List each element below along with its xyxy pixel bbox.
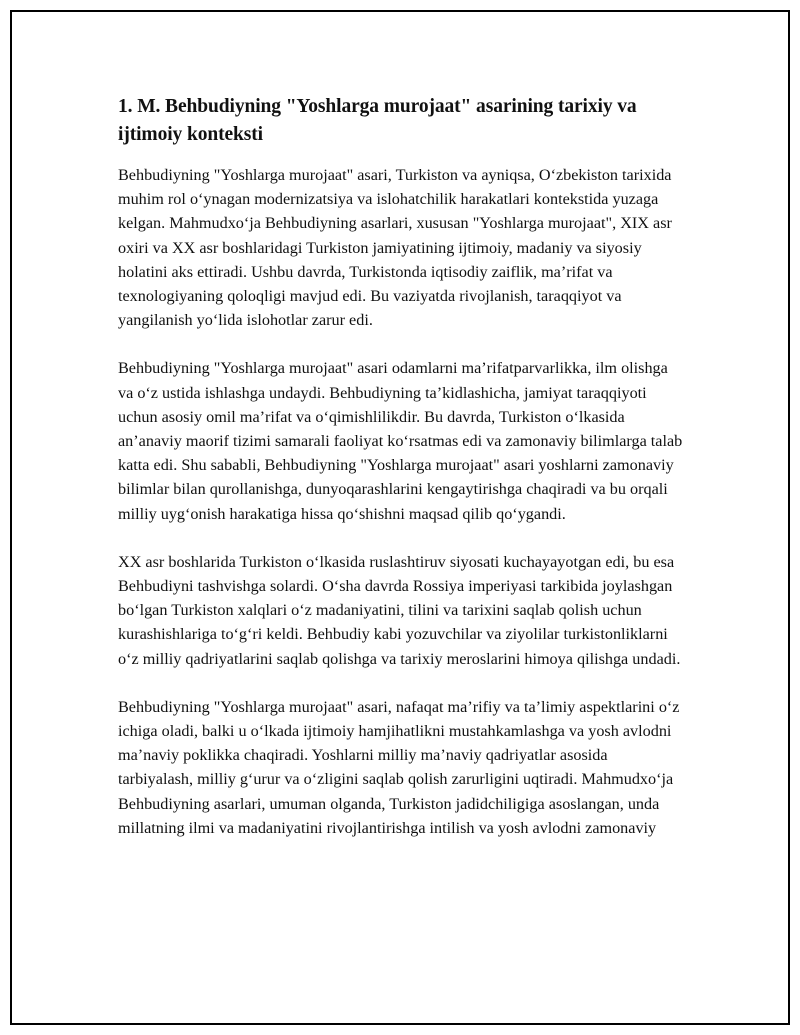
paragraph-4: Behbudiyning "Yoshlarga murojaat" asari, nafaqat ma’rifiy va ta’limiy aspektlarini o‘z ichiga oladi, balki u o‘lkada ijtimoiy hamjihatlikni mustahkamlashga va yosh avlodni ma’naviy poklikka chaqiradi. Yoshlarni milliy ma’naviy qadriyatlar asosida tarbiyalash, milliy g‘urur va o‘zligini saqlab qolish zarurligini uqtiradi. Mahmudxo‘ja Behbudiyning asarlari, umuman olganda, Turkiston jadidchiligiga asoslangan, unda millatning ilmi va madaniyatini rivojlantirishga intilish va yosh avlodni zamonaviy (118, 697, 680, 837)
section-heading: 1. M. Behbudiyning "Yoshlarga murojaat" asarining tarixiy va ijtimoiy konteksti (118, 96, 637, 145)
document-body (118, 93, 684, 864)
paragraph-2: Behbudiyning "Yoshlarga murojaat" asari odamlarni ma’rifatparvarlikka, ilm olishga va o‘z ustida ishlashga undaydi. Behbudiyning ta’kidlashicha, jamiyat taraqqiyoti uchun asosiy omil ma’rifat va o‘qimishlilikdir. Bu davrda, Turkiston o‘lkasida an’anaviy maorif tizimi samarali faoliyat ko‘rsatmas edi va zamonaviy bilimlarga talab katta edi. Shu sababli, Behbudiyning "Yoshlarga murojaat" asari yoshlarni zamonaviy bilimlar bilan qurollanishga, dunyoqarashlarini kengaytirishga chaqiradi va bu orqali milliy uyg‘onish harakatiga hissa qo‘shishni maqsad qilib qo‘ygandi. (118, 359, 683, 523)
paragraph-3: XX asr boshlarida Turkiston o‘lkasida ruslashtiruv siyosati kuchayayotgan edi, bu esa Behbudiyni tashvishga solardi. O‘sha davrda Rossiya imperiyasi tarkibida joylashgan bo‘lgan Turkiston xalqlari o‘z madaniyatini, tilini va tarixini saqlab qolish uchun kurashishlariga to‘g‘ri keldi. Behbudiy kabi yozuvchilar va ziyolilar turkistonliklarni o‘z milliy qadriyatlarini saqlab qolishga va tarixiy meroslarini himoya qilishga undadi. (118, 552, 681, 668)
paragraph-1: Behbudiyning "Yoshlarga murojaat" asari, Turkiston va ayniqsa, O‘zbekiston tarixida muhim rol o‘ynagan modernizatsiya va islohatchilik harakatlari kontekstida yuzaga kelgan. Mahmudxo‘ja Behbudiyning asarlari, xususan "Yoshlarga murojaat", XIX asr oxiri va XX asr boshlaridagi Turkiston jamiyatining ijtimoiy, madaniy va siyosiy holatini aks ettiradi. Ushbu davrda, Turkistonda iqtisodiy zaiflik, ma’rifat va texnologiyaning qoloqligi mavjud edi. Bu vaziyatda rivojlanish, taraqqiyot va yangilanish yo‘lida islohotlar zarur edi. (118, 166, 672, 330)
